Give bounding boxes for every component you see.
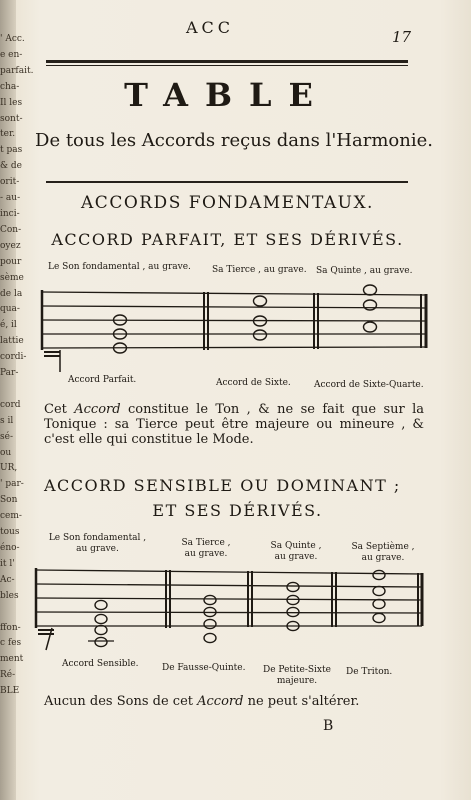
section-heading: ACCORDS FONDAMENTAUX. (81, 193, 374, 213)
margin-fragment: Son (0, 495, 18, 506)
closing-rest: ne peut s'altérer. (243, 694, 360, 709)
label-line: Sa Quinte , (270, 541, 322, 551)
margin-fragment: BLE (0, 686, 20, 697)
margin-fragment: Par- (0, 368, 19, 379)
margin-fragment: ffon- (0, 622, 21, 633)
margin-fragment: Ré- (0, 670, 16, 681)
label-line: Le Son fondamental , (48, 533, 147, 543)
margin-fragment: t pas (0, 145, 23, 156)
margin-fragment: qua- (0, 304, 20, 315)
margin-fragment: bles (0, 590, 19, 601)
margin-fragment: c fes (0, 638, 22, 649)
label-line: De Petite-Sixte (263, 665, 331, 675)
margin-fragment: pour (0, 256, 22, 267)
staff2-label-septieme (338, 542, 428, 564)
closing-lead: Aucun des Sons de cet (44, 694, 198, 709)
staff2-caption-sensible: Accord Sensible. (62, 659, 139, 669)
margin-fragment: Ac- (0, 574, 15, 585)
margin-fragment: inci- (0, 208, 20, 219)
paragraph-rest: constitue le Ton , & ne se fait que sur la Tonique : sa Tierce peut être majeure ou mineure , & c'est elle qui constitue le Mode. (44, 402, 425, 447)
margin-fragment: parfait. (0, 65, 34, 76)
page-number: 17 (392, 28, 412, 46)
margin-fragment: ' Acc. (0, 34, 25, 44)
margin-fragment: Il les (0, 97, 23, 108)
label-line: Sa Tierce , (181, 538, 231, 548)
staff2-caption-fausse-quinte: De Fausse-Quinte. (162, 663, 246, 673)
section-subheading: ACCORD PARFAIT, ET SES DÉRIVÉS. (51, 230, 404, 249)
margin-fragment: tous (0, 527, 20, 538)
margin-fragment: cha- (0, 81, 20, 92)
staff2-caption-triton: De Triton. (346, 667, 393, 677)
label-line: au grave. (361, 553, 405, 563)
page-title: TABLE (124, 76, 330, 114)
margin-fragment: ou (0, 447, 12, 458)
margin-fragment: oyez (0, 240, 21, 251)
music-staff-1 (36, 288, 431, 378)
label-line: au grave. (184, 549, 228, 559)
label-line: au grave. (274, 552, 318, 562)
paragraph-emphasis: Accord (74, 402, 121, 417)
label-line: majeure. (276, 676, 318, 686)
staff1-caption-sixte: Accord de Sixte. (216, 378, 291, 388)
staff2-label-quinte (256, 541, 336, 563)
running-head: ACC (185, 18, 235, 37)
section2-heading-line2: ET SES DÉRIVÉS. (152, 501, 323, 520)
margin-fragment: cordi- (0, 352, 27, 363)
margin-fragment: UR, (0, 463, 18, 474)
staff2-label-fundamental (40, 533, 155, 555)
staff2-label-tierce (166, 538, 246, 560)
facing-page-text-fragments (0, 32, 34, 700)
margin-fragment: ment (0, 654, 24, 665)
margin-fragment: sé- (0, 431, 13, 442)
margin-fragment: - au- (0, 193, 21, 204)
margin-fragment (0, 605, 16, 621)
staff1-label-fundamental: Le Son fondamental , au grave. (48, 262, 191, 272)
margin-fragment: sème (0, 272, 24, 283)
page-subtitle: De tous les Accords reçus dans l'Harmonie. (35, 130, 433, 151)
margin-fragment: é, il (0, 320, 17, 331)
margin-fragment: it l' (0, 558, 15, 569)
margin-fragment (0, 382, 16, 398)
margin-fragment: cord (0, 399, 21, 410)
music-staff-2 (30, 566, 430, 656)
label-line: au grave. (76, 544, 119, 554)
margin-fragment: cem- (0, 511, 22, 522)
paragraph-lead: Cet (44, 402, 75, 417)
staff1-caption-sixte-quarte: Accord de Sixte-Quarte. (314, 380, 424, 390)
margin-fragment: Con- (0, 224, 22, 235)
margin-fragment: de la (0, 288, 23, 299)
margin-fragment: éno- (0, 543, 20, 553)
label-line: Sa Septième , (351, 542, 415, 552)
margin-fragment: ' par- (0, 479, 24, 490)
staff2-caption-petite-sixte (252, 665, 342, 687)
margin-fragment: e en- (0, 49, 23, 60)
body-paragraph (44, 402, 424, 447)
staff1-label-tierce: Sa Tierce , au grave. (212, 265, 307, 275)
margin-fragment: sont- (0, 113, 23, 124)
staff1-label-quinte: Sa Quinte , au grave. (316, 266, 413, 276)
staff1-caption-parfait: Accord Parfait. (68, 375, 137, 385)
section-rule (46, 181, 408, 183)
top-rule (46, 60, 408, 63)
margin-fragment: & de (0, 161, 22, 172)
signature-mark: B (323, 718, 334, 734)
margin-fragment: lattie (0, 336, 24, 347)
closing-sentence (44, 694, 404, 709)
section2-heading: ACCORD SENSIBLE OU DOMINANT ; (44, 476, 401, 495)
closing-emphasis: Accord (197, 694, 244, 709)
margin-fragment: s il (0, 415, 14, 426)
margin-fragment: orit- (0, 177, 20, 188)
margin-fragment: ter. (0, 129, 16, 140)
top-rule-thin (46, 65, 408, 66)
